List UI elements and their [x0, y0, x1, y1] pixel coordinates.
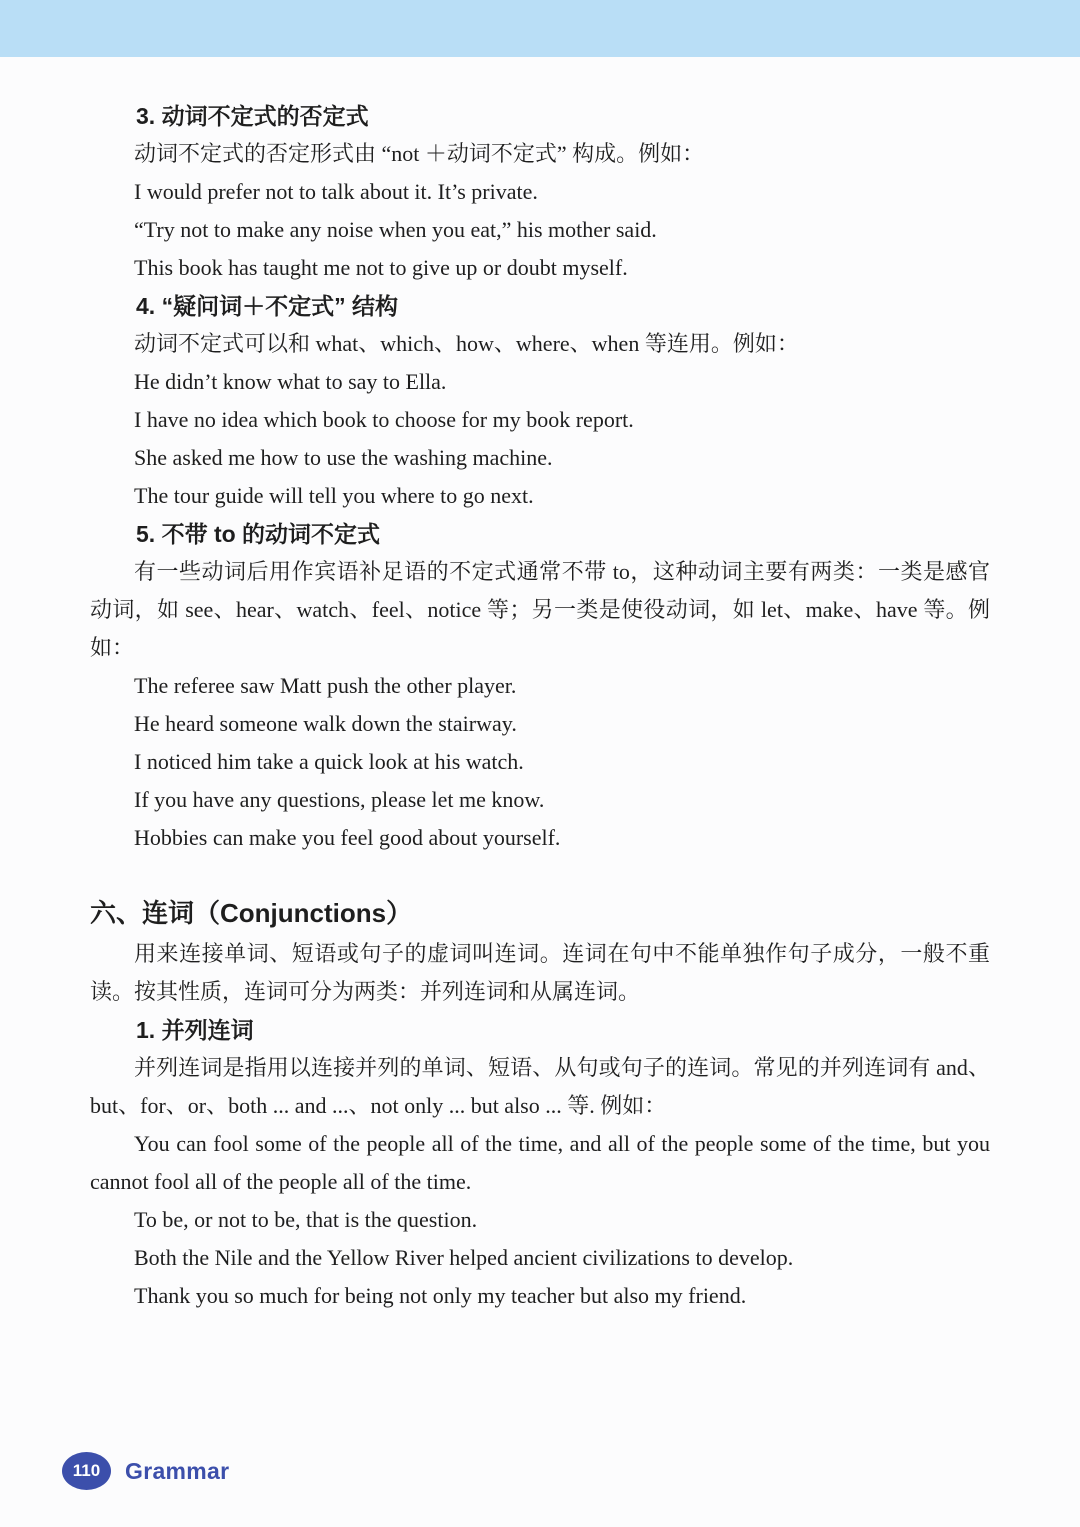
example-sentence: Thank you so much for being not only my teacher but also my friend.: [134, 1283, 747, 1308]
section-bare-infinitive: [90, 515, 990, 857]
section-conjunctions: [90, 893, 990, 1315]
example-sentence: He heard someone walk down the stairway.: [134, 711, 517, 736]
section-question-word-infinitive: [90, 287, 990, 515]
example-sentence: The tour guide will tell you where to go next.: [134, 483, 534, 508]
example-sentence: To be, or not to be, that is the question.: [134, 1207, 478, 1232]
chapter-heading: 六、连词（Conjunctions）: [90, 898, 413, 928]
section-intro: 动词不定式的否定形式由 “not ＋动词不定式” 构成。例如：: [134, 141, 705, 166]
page-footer: [62, 1452, 229, 1490]
section-heading: 4. “疑问词＋不定式” 结构: [136, 293, 398, 319]
example-sentence: He didn’t know what to say to Ella.: [134, 369, 447, 394]
section-intro: 并列连词是指用以连接并列的单词、短语、从句或句子的连词。常见的并列连词有 and、but、for、or、both ... and ...、not only ... but also ... 等. 例如：: [90, 1055, 990, 1118]
example-sentence: This book has taught me not to give up or doubt myself.: [134, 255, 628, 280]
example-sentence: I would prefer not to talk about it. It’s private.: [134, 179, 538, 204]
page-header-band: [0, 0, 1080, 57]
section-heading: 5. 不带 to 的动词不定式: [136, 521, 381, 547]
section-intro: 动词不定式可以和 what、which、how、where、when 等连用。例如：: [134, 331, 799, 356]
example-sentence: Both the Nile and the Yellow River helped ancient civilizations to develop.: [134, 1245, 794, 1270]
section-infinitive-negative: [90, 97, 990, 287]
example-sentence: The referee saw Matt push the other player.: [134, 673, 517, 698]
section-heading: 3. 动词不定式的否定式: [136, 103, 369, 129]
page-number-badge: 110: [62, 1452, 111, 1490]
subsection-heading: 1. 并列连词: [136, 1017, 254, 1043]
example-sentence: “Try not to make any noise when you eat,” his mother said.: [134, 217, 657, 242]
example-sentence: She asked me how to use the washing machine.: [134, 445, 553, 470]
section-intro: 用来连接单词、短语或句子的虚词叫连词。连词在句中不能单独作句子成分，一般不重读。按其性质，连词可分为两类：并列连词和从属连词。: [90, 941, 990, 1004]
page-content: [0, 57, 1080, 1315]
footer-section-label: Grammar: [125, 1457, 230, 1484]
example-sentence: Hobbies can make you feel good about yourself.: [134, 825, 561, 850]
example-sentence: If you have any questions, please let me know.: [134, 787, 545, 812]
example-sentence: I noticed him take a quick look at his watch.: [134, 749, 524, 774]
example-sentence: You can fool some of the people all of the time, and all of the people some of the time, but you cannot fool all of the people all of the time.: [90, 1131, 990, 1194]
section-intro: 有一些动词后用作宾语补足语的不定式通常不带 to，这种动词主要有两类：一类是感官动词，如 see、hear、watch、feel、notice 等；另一类是使役动词，如 let、make、have 等。例如：: [90, 559, 990, 660]
example-sentence: I have no idea which book to choose for my book report.: [134, 407, 634, 432]
